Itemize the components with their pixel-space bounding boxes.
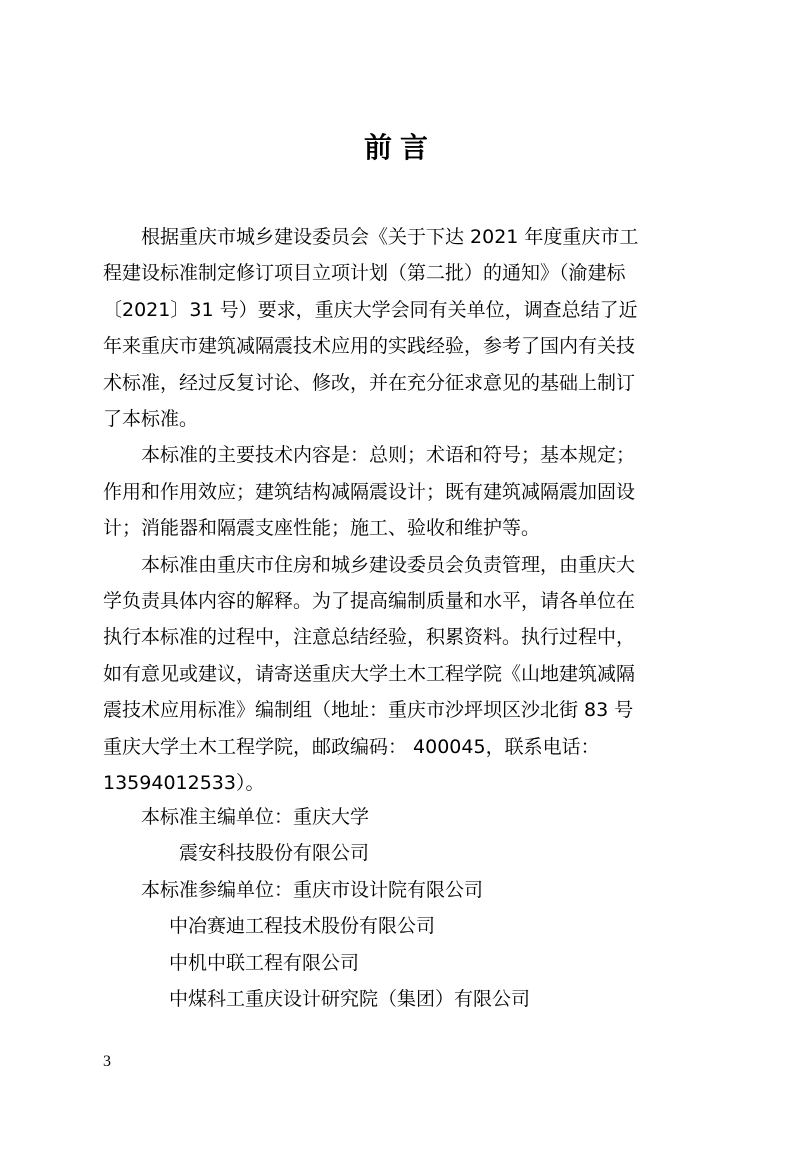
paragraph-line: 根据重庆市城乡建设委员会《关于下达 2021 年度重庆市工 xyxy=(141,226,639,248)
paragraph-line: 震技术应用标准》编制组（地址：重庆市沙坪坝区沙北街 83 号 xyxy=(103,699,634,722)
participating-unit: 中机中联工程有限公司 xyxy=(169,951,360,974)
paragraph-line: 执行本标准的过程中，注意总结经验，积累资料。执行过程中， xyxy=(103,626,636,649)
paragraph-1 xyxy=(103,219,697,437)
chief-unit-line: 本标准主编单位：重庆大学 xyxy=(141,806,370,828)
paragraph-line: 重庆大学土木工程学院，邮政编码： 400045，联系电话： xyxy=(103,735,600,758)
page-title: 前言 xyxy=(363,131,436,164)
chief-unit-second: 震安科技股份有限公司 xyxy=(179,842,370,865)
paragraph-line: 年来重庆市建筑减隔震技术应用的实践经验，参考了国内有关技 xyxy=(103,335,636,358)
paragraph-3 xyxy=(103,547,697,802)
compiling-units xyxy=(103,799,697,1017)
paragraph-line: 作用和作用效应；建筑结构减隔震设计；既有建筑减隔震加固设 xyxy=(103,480,636,503)
paragraph-line: 术标准，经过反复讨论、修改，并在充分征求意见的基础上制订 xyxy=(103,371,636,394)
paragraph-line: 〔2021〕31 号）要求，重庆大学会同有关单位，调查总结了近 xyxy=(103,298,638,321)
paragraph-line: 计；消能器和隔震支座性能；施工、验收和维护等。 xyxy=(103,517,541,540)
participating-unit: 中煤科工重庆设计研究院（集团）有限公司 xyxy=(169,988,531,1011)
paragraph-line: 程建设标准制定修订项目立项计划（第二批）的通知》（渝建标 xyxy=(103,262,626,285)
participating-unit: 中冶赛迪工程技术股份有限公司 xyxy=(169,915,436,938)
page-number: 3 xyxy=(103,1053,111,1070)
participating-unit-line: 本标准参编单位：重庆市设计院有限公司 xyxy=(141,878,484,901)
preface-body xyxy=(103,219,697,802)
paragraph-line: 13594012533）。 xyxy=(103,772,265,795)
paragraph-line: 本标准的主要技术内容是：总则；术语和符号；基本规定； xyxy=(141,444,636,467)
paragraph-line: 如有意见或建议，请寄送重庆大学土木工程学院《山地建筑减隔 xyxy=(103,662,636,685)
paragraph-line: 本标准由重庆市住房和城乡建设委员会负责管理，由重庆大 xyxy=(141,553,636,576)
paragraph-line: 学负责具体内容的解释。为了提高编制质量和水平，请各单位在 xyxy=(103,590,636,613)
paragraph-2 xyxy=(103,437,697,546)
paragraph-line: 了本标准。 xyxy=(103,408,199,431)
